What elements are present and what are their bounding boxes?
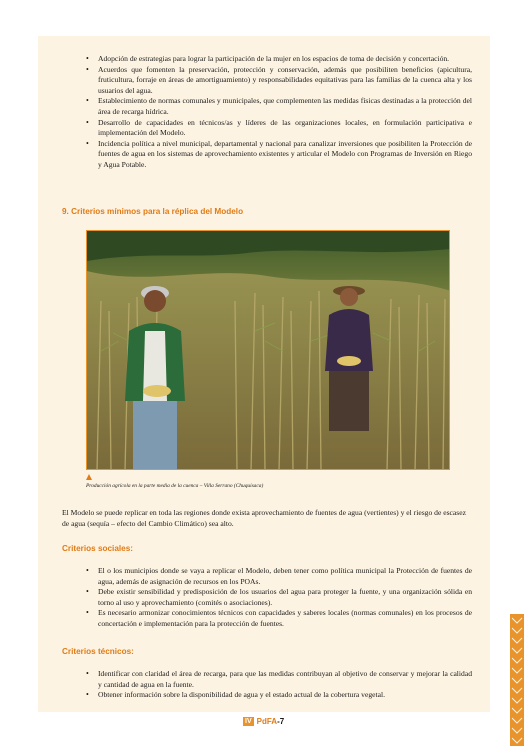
- decorative-side-strip: [510, 614, 524, 746]
- list-item: • Obtener información sobre la disponibilidad de agua y el estado actual de la cobertura vegetal.: [62, 690, 472, 701]
- photo-caption: Producción agrícola en la parte media de la cuenca – Villa Serrano (Chuquisaca): [86, 483, 264, 489]
- top-bullet-list: [62, 54, 472, 171]
- field-photo: [86, 230, 450, 470]
- social-bullet-list: [62, 566, 472, 630]
- section-heading-criterios-tecnicos: Criterios técnicos:: [62, 647, 134, 656]
- list-item: • Acuerdos que fomenten la preservación, protección y conservación, además que posibiliten beneficios (apicultura, fruticultura, forraje en áreas de amortiguamiento) y responsabilidades equitativas para las familias de la cuenca alta y los usuarios del agua.: [62, 65, 472, 97]
- section-heading-criterios-minimos: 9. Criterios mínimos para la réplica del Modelo: [62, 207, 244, 216]
- section-heading-criterios-sociales: Criterios sociales:: [62, 544, 133, 553]
- technical-bullet-list: [62, 669, 472, 701]
- footer-label: PdFA: [256, 717, 278, 726]
- list-item: • Identificar con claridad el área de recarga, para que las medidas contribuyan al objetivo de conservar y mejorar la calidad y cantidad de agua en la fuente.: [62, 669, 472, 690]
- list-item: • Establecimiento de normas comunales y municipales, que complementen las medidas físicas destinadas a la protección del área de recarga hídrica.: [62, 96, 472, 117]
- intro-paragraph: El Modelo se puede replicar en toda las regiones donde exista aprovechamiento de fuentes de agua (vertientes) y el riesgo de escasez de agua (sequía – efecto del Cambio Climático) sea alto.: [62, 508, 466, 528]
- triangle-marker-icon: [86, 474, 92, 480]
- list-item: • Debe existir sensibilidad y predisposición de los usuarios del agua para proteger la fuente, y una organización sólida en torno al uso y aprovechamiento (comités o asociaciones).: [62, 587, 472, 608]
- section-number-badge: IV: [245, 718, 252, 725]
- list-item: • Incidencia política a nivel municipal, departamental y nacional para canalizar inversiones que posibiliten la Protección de fuentes de agua en los sistemas de aprovechamiento existentes y articular el Modelo con Programas de Inversión en Riego y Agua Potable.: [62, 139, 472, 171]
- list-item: • Adopción de estrategias para lograr la participación de la mujer en los espacios de toma de decisión y concertación.: [62, 54, 472, 65]
- page-number: -7: [277, 717, 285, 726]
- list-item: • Es necesario armonizar conocimientos técnicos con capacidades y saberes locales (normas comunales) en los procesos de concertación e implementación para la protección de fuentes.: [62, 608, 472, 629]
- list-item: • Desarrollo de capacidades en técnicos/as y líderes de las organizaciones locales, en formulación participativa e implementación del Modelo.: [62, 118, 472, 139]
- page-footer: [243, 717, 284, 726]
- list-item: • El o los municipios donde se vaya a replicar el Modelo, deben tener como política municipal la Protección de fuentes de agua, además de asignación de recursos en los POAs.: [62, 566, 472, 587]
